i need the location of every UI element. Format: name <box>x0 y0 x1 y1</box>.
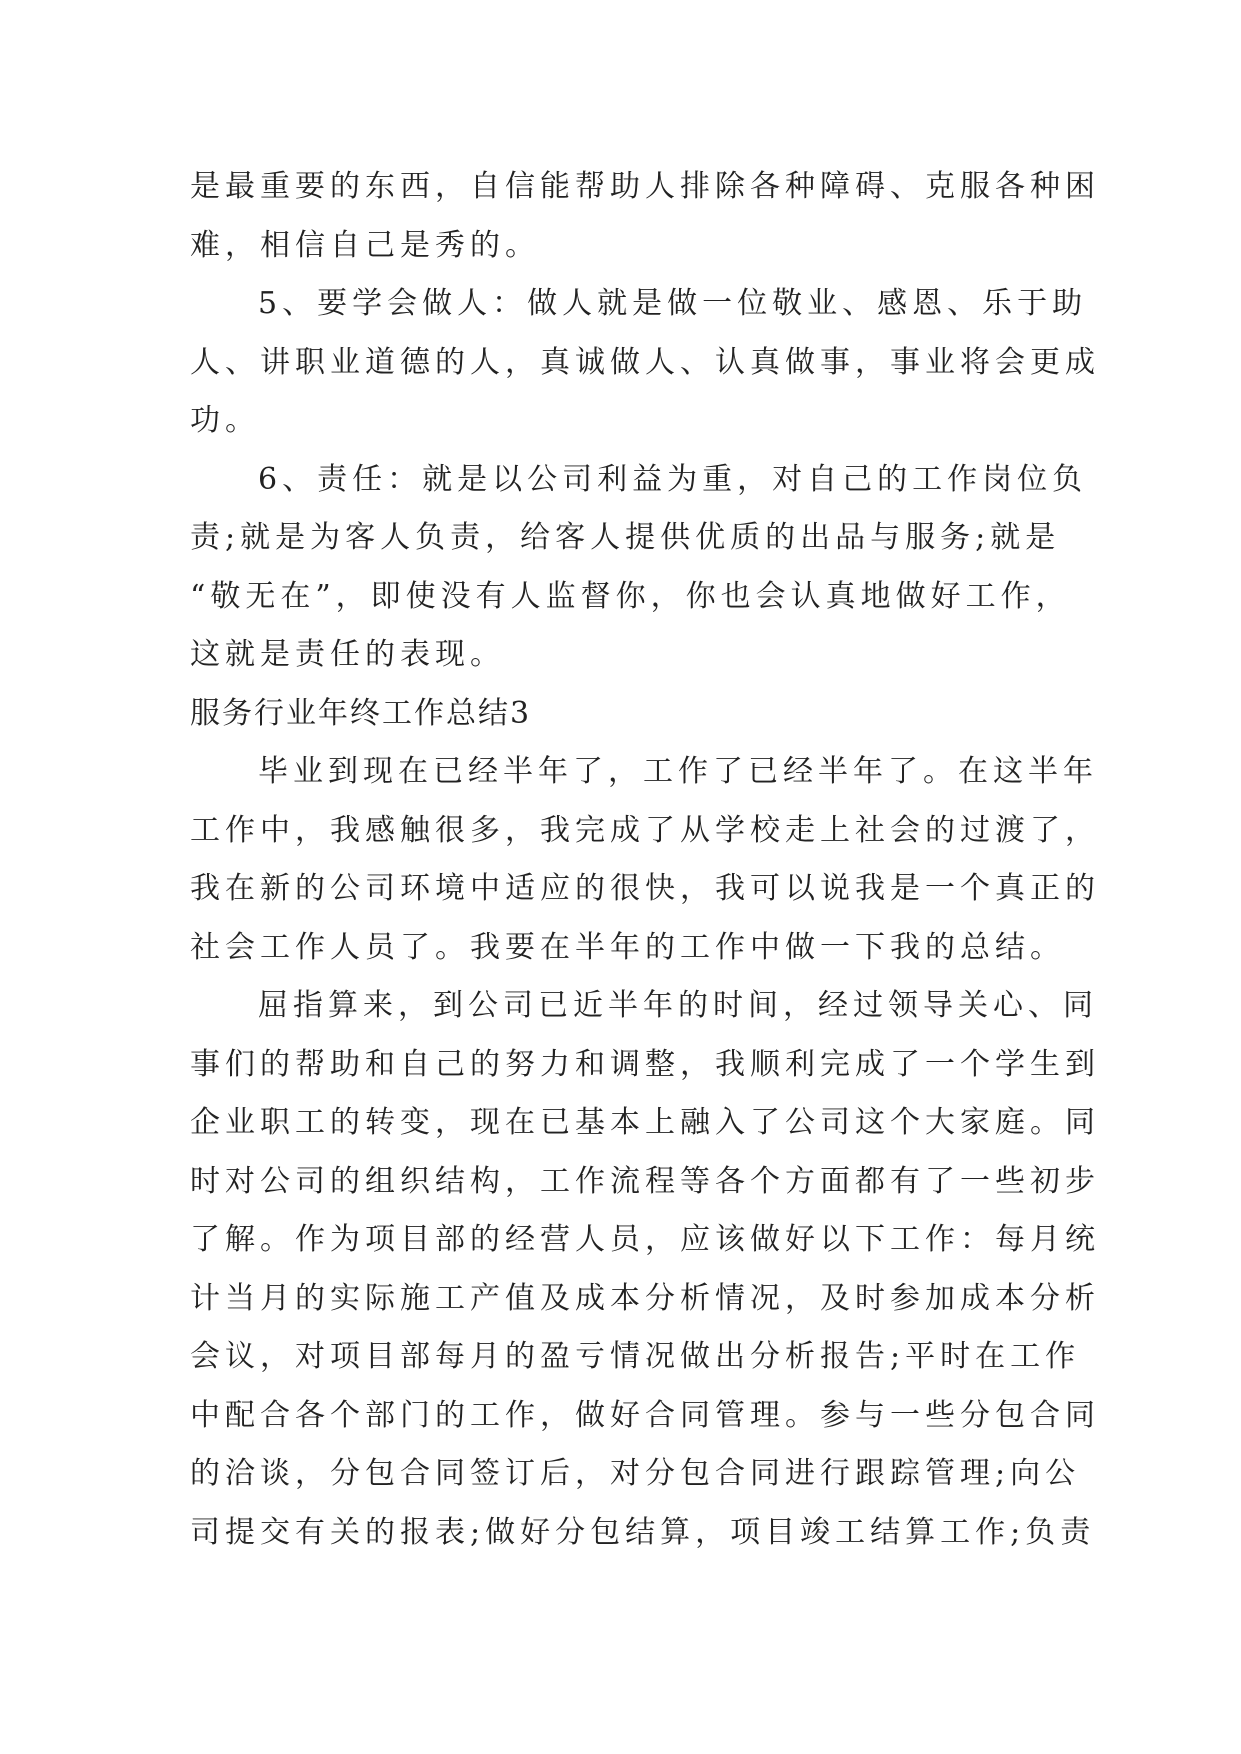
text-line: 功。 <box>190 403 260 438</box>
text-line: 计当月的实际施工产值及成本分析情况，及时参加成本分析 <box>190 1280 1100 1316</box>
text-line: 时对公司的组织结构，工作流程等各个方面都有了一些初步 <box>190 1163 1100 1199</box>
text-line: 人、讲职业道德的人，真诚做人、认真做事，事业将会更成 <box>190 344 1100 380</box>
text-line: 难，相信自己是秀的。 <box>190 227 540 263</box>
text-line: 司提交有关的报表;做好分包结算，项目竣工结算工作;负责 <box>190 1514 1096 1550</box>
text-line: 了解。作为项目部的经营人员，应该做好以下工作：每月统 <box>190 1222 1100 1257</box>
text-line: “敬无在”，即使没有人监督你，你也会认真地做好工作， <box>190 578 1071 614</box>
text-line: 是最重要的东西，自信能帮助人排除各种障碍、克服各种困 <box>190 169 1100 204</box>
text-line: 事们的帮助和自己的努力和调整，我顺利完成了一个学生到 <box>190 1046 1100 1082</box>
text-line: 企业职工的转变，现在已基本上融入了公司这个大家庭。同 <box>190 1105 1100 1140</box>
text-line: 这就是责任的表现。 <box>190 637 505 672</box>
text-line: 毕业到现在已经半年了，工作了已经半年了。在这半年 <box>258 754 1098 789</box>
text-line: 工作中，我感触很多，我完成了从学校走上社会的过渡了， <box>190 812 1100 848</box>
text-line: 我在新的公司环境中适应的很快，我可以说我是一个真正的 <box>190 871 1100 906</box>
text-line: 社会工作人员了。我要在半年的工作中做一下我的总结。 <box>190 929 1065 965</box>
document-body <box>190 158 1100 1562</box>
text-line: 6、责任：就是以公司利益为重，对自己的工作岗位负 <box>258 461 1088 497</box>
text-line: 的洽谈，分包合同签订后，对分包合同进行跟踪管理;向公 <box>190 1456 1081 1491</box>
text-line: 会议，对项目部每月的盈亏情况做出分析报告;平时在工作 <box>190 1339 1081 1374</box>
section-heading: 服务行业年终工作总结3 <box>190 695 532 731</box>
text-line: 中配合各个部门的工作，做好合同管理。参与一些分包合同 <box>190 1397 1100 1433</box>
text-line: 5、要学会做人：做人就是做一位敬业、感恩、乐于助 <box>258 286 1088 321</box>
text-line: 屈指算来，到公司已近半年的时间，经过领导关心、同 <box>258 988 1098 1023</box>
text-line: 责;就是为客人负责，给客人提供优质的出品与服务;就是 <box>190 520 1061 555</box>
